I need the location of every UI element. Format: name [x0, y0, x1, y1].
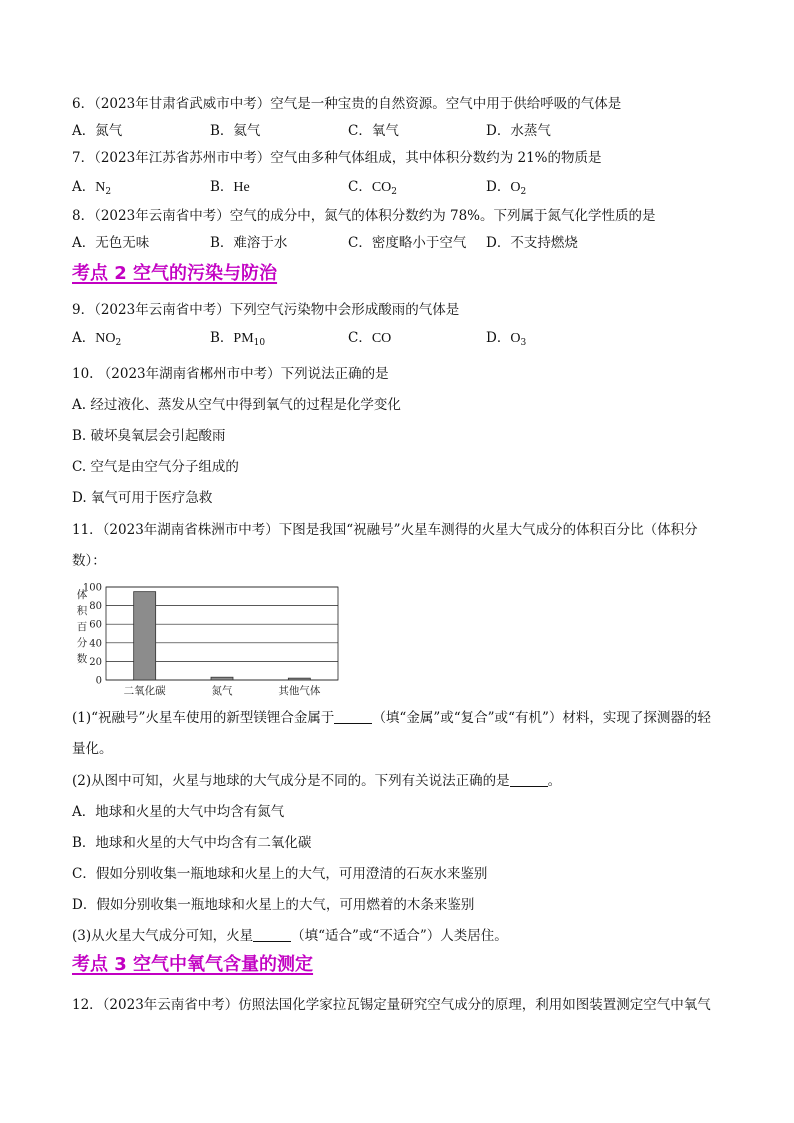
question-10-option-b: B. 破坏臭氧层会引起酸雨 [72, 428, 226, 444]
bar-1 [134, 592, 156, 680]
option-b: B．氦气 [210, 123, 261, 139]
question-11-part-2: (2)从图中可知，火星与地球的大气成分是不同的。下列有关说法正确的是 。 [72, 773, 562, 789]
option-d: D．$O_2$ [486, 179, 527, 197]
question-11-part-3: (3)从火星大气成分可知，火星 （填“适合”或“不适合”）人类居住。 [72, 928, 508, 944]
option-c: C．CO [348, 330, 392, 346]
x-tick-label: 氮气 [211, 685, 233, 697]
question-7-options [72, 177, 732, 197]
y-tick-label: 20 [89, 656, 102, 668]
question-10-option-d: D. 氧气可用于医疗急救 [72, 490, 213, 506]
y-tick-label: 40 [89, 638, 102, 650]
section-heading-2: 考点 2 空气的污染与防治 [72, 263, 278, 284]
y-axis-label-char: 分 [76, 637, 88, 649]
question-11-part-1-cont: 量化。 [72, 741, 113, 757]
x-tick-label: 其他气体 [278, 685, 321, 697]
y-axis-label-char: 积 [76, 605, 88, 617]
y-tick-label: 60 [89, 619, 102, 631]
question-11-part-2-option-c: C．假如分别收集一瓶地球和火星上的大气，可用澄清的石灰水来鉴别 [72, 866, 488, 882]
question-7-stem: 7．（2023年江苏省苏州市中考）空气由多种气体组成，其中体积分数约为 21%的物质是 [72, 150, 602, 166]
bars [134, 592, 311, 680]
question-9-stem: 9．（2023年云南省中考）下列空气污染物中会形成酸雨的气体是 [72, 302, 460, 318]
option-b: B．He [210, 179, 250, 195]
answer-blank-1[interactable] [334, 709, 372, 724]
answer-blank-2[interactable] [510, 772, 548, 787]
question-11-stem-cont: 数）： [72, 553, 106, 569]
question-10-stem: 10. （2023年湖南省郴州市中考）下列说法正确的是 [72, 366, 389, 382]
question-11-part-2-option-d: D．假如分别收集一瓶地球和火星上的大气，可用燃着的木条来鉴别 [72, 897, 475, 913]
mars-atmosphere-chart [72, 580, 352, 700]
bar-3 [288, 678, 310, 680]
y-tick-label: 0 [95, 675, 102, 687]
question-6-stem: 6．（2023年甘肃省武威市中考）空气是一种宝贵的自然资源。空气中用于供给呼吸的气体是 [72, 96, 622, 112]
question-8-stem: 8．（2023年云南省中考）空气的成分中，氮气的体积分数约为 78%。下列属于氮气化学性质的是 [72, 208, 656, 224]
option-d: D．水蒸气 [486, 123, 551, 139]
option-c: C．$CO_2$ [348, 179, 398, 197]
y-axis-label-char: 体 [76, 589, 88, 601]
option-c: C．氧气 [348, 123, 399, 139]
x-ticks [124, 684, 321, 697]
question-12-stem: 12．（2023年云南省中考）仿照法国化学家拉瓦锡定量研究空气成分的原理，利用如图装置测定空气中氧气 [72, 997, 711, 1013]
y-tick-label: 100 [82, 582, 102, 594]
option-a: A．无色无味 [72, 235, 150, 251]
option-d: D．$O_3$ [486, 330, 527, 348]
y-axis-label-char: 百 [76, 621, 88, 633]
option-a: A．氮气 [72, 123, 123, 139]
answer-blank-3[interactable] [253, 927, 291, 942]
y-axis-label [77, 588, 88, 665]
question-11-part-1: (1)“祝融号”火星车使用的新型镁锂合金属于 （填“金属”或“复合”或“有机”）材料，实现了探测器的轻 [72, 710, 711, 726]
x-tick-label: 二氧化碳 [123, 685, 166, 697]
question-11-stem: 11．（2023年湖南省株洲市中考）下图是我国“祝融号”火星车测得的火星大气成分的体积百分比（体积分 [72, 522, 698, 538]
option-b: B．难溶于水 [210, 235, 288, 251]
question-9-options [72, 328, 732, 348]
option-a: A．$N_2$ [72, 179, 112, 197]
section-heading-3: 考点 3 空气中氧气含量的测定 [72, 954, 314, 975]
bar-chart [72, 580, 352, 700]
option-c: C．密度略小于空气 [348, 235, 467, 251]
option-a: A．$NO_2$ [72, 330, 122, 348]
question-11-part-2-option-b: B．地球和火星的大气中均含有二氧化碳 [72, 835, 312, 851]
question-10-option-a: A. 经过液化、蒸发从空气中得到氧气的过程是化学变化 [72, 397, 401, 413]
y-tick-label: 80 [89, 601, 102, 613]
bar-2 [211, 677, 233, 680]
question-8-options [72, 233, 732, 253]
y-axis-label-char: 数 [76, 653, 88, 665]
question-11-part-2-option-a: A．地球和火星的大气中均含有氮气 [72, 804, 285, 820]
question-10-option-c: C. 空气是由空气分子组成的 [72, 459, 239, 475]
option-b: B．$PM_{10}$ [210, 330, 266, 348]
question-6-options [72, 121, 732, 141]
option-d: D．不支持燃烧 [486, 235, 578, 251]
